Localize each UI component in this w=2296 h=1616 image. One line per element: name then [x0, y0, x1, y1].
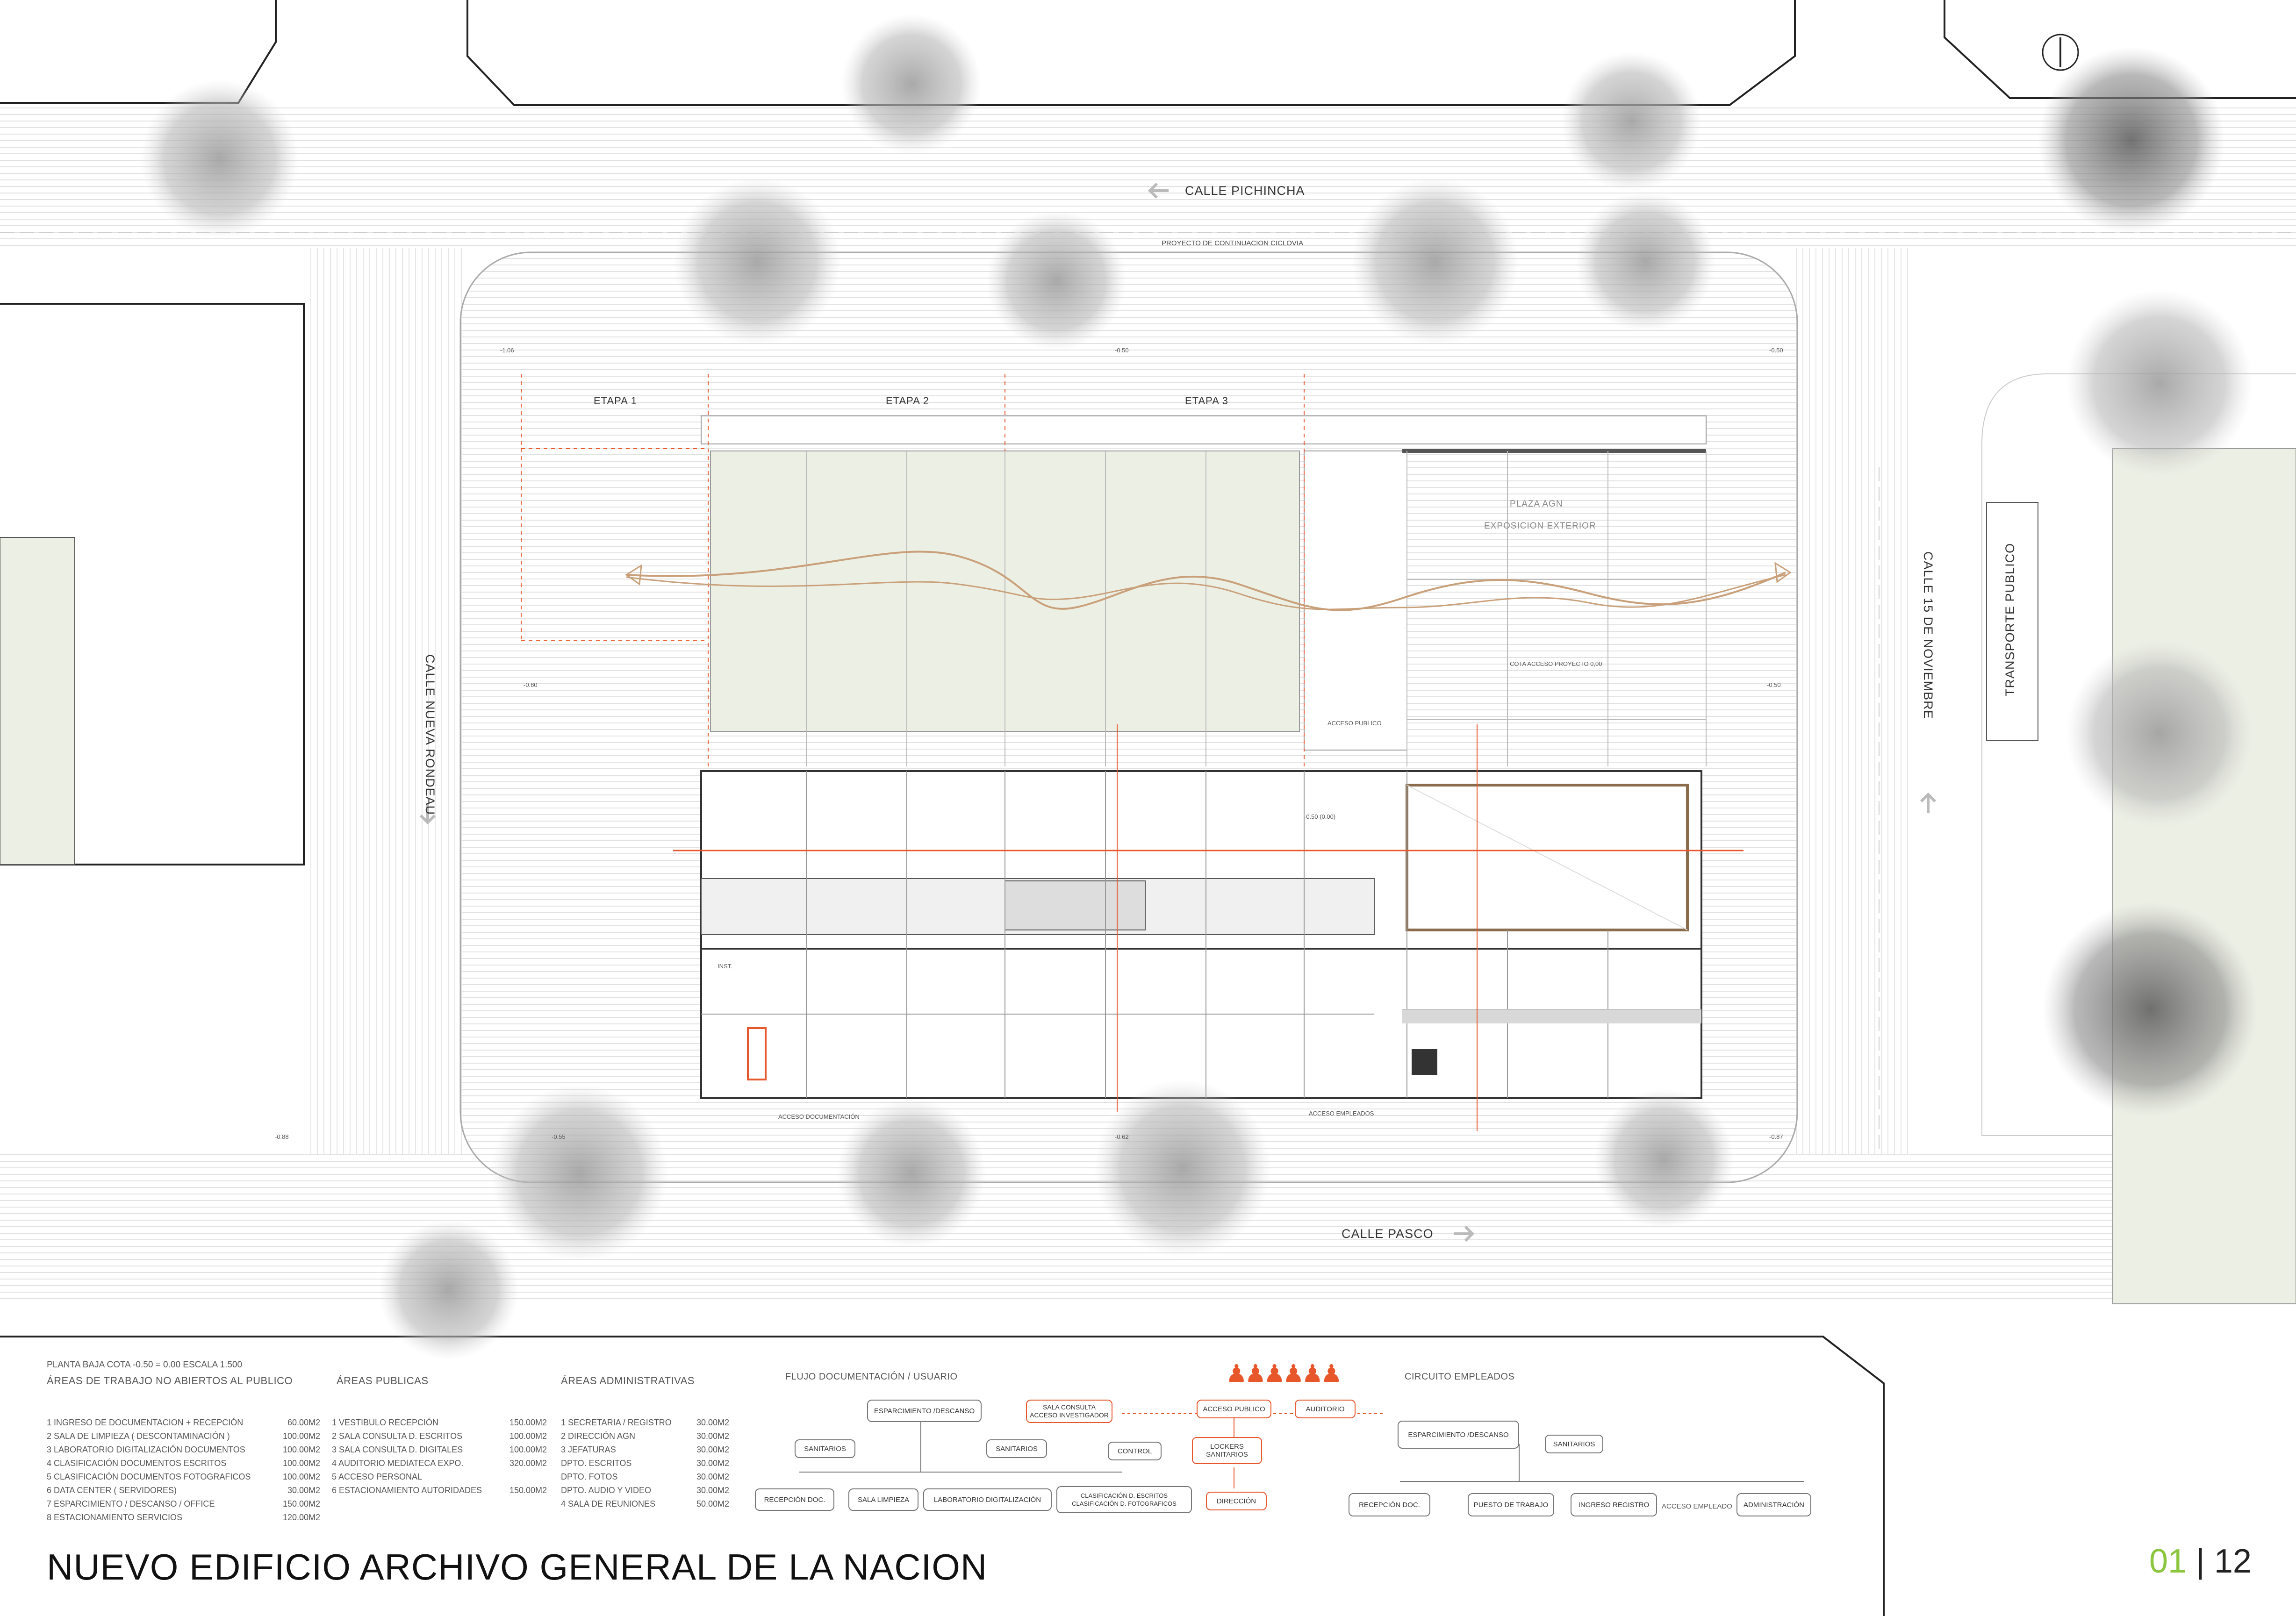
legend-item-label: 4 SALA DE REUNIONES	[561, 1499, 656, 1509]
legend-item-area: 30.00M2	[696, 1486, 729, 1495]
legend-item	[332, 1457, 547, 1470]
emp-ingreso: INGRESO REGISTRO	[1571, 1493, 1657, 1516]
legend-item-area: 30.00M2	[696, 1472, 729, 1481]
legend-item-label: 8 ESTACIONAMIENTO SERVICIOS	[47, 1513, 183, 1522]
legend-item	[561, 1484, 729, 1497]
emp-acceso: ACCESO EMPLEADO	[1662, 1502, 1732, 1510]
legend-item-area: 30.00M2	[696, 1418, 729, 1427]
legend-item	[561, 1430, 729, 1443]
flow-lockers: LOCKERS SANITARIOS	[1192, 1437, 1262, 1464]
flow-lines	[799, 1411, 1804, 1488]
street-east	[1790, 248, 1912, 1154]
legend-item-area: 30.00M2	[696, 1445, 729, 1454]
legend-item	[561, 1457, 729, 1470]
work-areas-title: ÁREAS DE TRABAJO NO ABIERTOS AL PUBLICO	[47, 1375, 293, 1387]
green-east	[2113, 449, 2296, 1304]
legend-item-area: 100.00M2	[282, 1459, 320, 1468]
legend-item	[332, 1470, 547, 1484]
page-total: 12	[2214, 1543, 2252, 1580]
level-mark: -0.50	[1767, 681, 1781, 688]
plaza-title: PLAZA AGN	[1510, 499, 1563, 509]
flow-limpieza: SALA LIMPIEZA	[848, 1488, 918, 1511]
level-mark: -0.87	[1769, 1133, 1783, 1140]
stage-2: ETAPA 2	[886, 395, 930, 407]
emp-administracion: ADMINISTRACIÓN	[1736, 1493, 1811, 1516]
flow-laboratorio: LABORATORIO DIGITALIZACIÓN	[923, 1488, 1052, 1511]
access-documentation: ACCESO DOCUMENTACIÓN	[778, 1113, 860, 1120]
legend-item	[47, 1443, 320, 1457]
admin-areas-title: ÁREAS ADMINISTRATIVAS	[561, 1375, 695, 1387]
flow-control: CONTROL	[1108, 1442, 1162, 1460]
legend-item-label: 5 CLASIFICACIÓN DOCUMENTOS FOTOGRAFICOS	[47, 1472, 251, 1481]
legend-item-area: 150.00M2	[282, 1499, 320, 1509]
legend-item-area: 30.00M2	[696, 1459, 729, 1468]
legend-item-label: 3 SALA CONSULTA D. DIGITALES	[332, 1445, 463, 1454]
street-north	[0, 107, 2296, 248]
plaza-subtitle: EXPOSICION EXTERIOR	[1484, 521, 1596, 531]
legend-item	[47, 1457, 320, 1470]
legend-item-area: 50.00M2	[696, 1499, 729, 1509]
work-areas-list	[47, 1416, 320, 1524]
legend-item-area: 100.00M2	[282, 1445, 320, 1454]
legend-item-label: DPTO. AUDIO Y VIDEO	[561, 1486, 652, 1495]
emp-puesto: PUESTO DE TRABAJO	[1468, 1493, 1554, 1516]
legend-item-label: 4 AUDITORIO MEDIATECA EXPO.	[332, 1459, 464, 1468]
level-mark: -0.55	[552, 1133, 566, 1140]
legend-item	[47, 1470, 320, 1484]
legend-item-area: 30.00M2	[287, 1486, 320, 1495]
legend-item	[332, 1430, 547, 1443]
street-label-south: CALLE PASCO	[1342, 1227, 1434, 1241]
legend-item-label: 2 SALA DE LIMPIEZA ( DESCONTAMINACIÓN )	[47, 1431, 230, 1441]
flow-auditorio: AUDITORIO	[1295, 1400, 1356, 1418]
legend-item	[47, 1484, 320, 1497]
legend-item-area: 100.00M2	[282, 1431, 320, 1441]
admin-areas-list	[561, 1416, 729, 1511]
legend-item	[47, 1511, 320, 1524]
street-label-transport: TRANSPORTE PUBLICO	[2003, 543, 2017, 696]
legend-item-area: 100.00M2	[509, 1431, 547, 1441]
legend-item-label: 2 SALA CONSULTA D. ESCRITOS	[332, 1431, 463, 1441]
legend-item-label: 3 LABORATORIO DIGITALIZACIÓN DOCUMENTOS	[47, 1445, 245, 1454]
legend-item	[47, 1430, 320, 1443]
legend-item-label: 1 SECRETARIA / REGISTRO	[561, 1418, 672, 1427]
green-west	[0, 537, 75, 865]
page-separator: |	[2196, 1543, 2205, 1580]
legend-item-area: 100.00M2	[282, 1472, 320, 1481]
stage-1: ETAPA 1	[594, 395, 638, 407]
page-title: NUEVO EDIFICIO ARCHIVO GENERAL DE LA NACION	[47, 1546, 988, 1587]
level-mark: -0.50	[1115, 347, 1129, 354]
level-mark: -0.88	[275, 1133, 289, 1140]
legend-item	[47, 1416, 320, 1430]
legend-item	[561, 1443, 729, 1457]
legend-item	[332, 1443, 547, 1457]
street-label-west: CALLE NUEVA RONDEAU	[423, 654, 437, 815]
legend-header: PLANTA BAJA COTA -0.50 = 0.00 ESCALA 1.500	[47, 1360, 243, 1370]
page-current: 01	[2149, 1543, 2187, 1580]
legend-item-label: DPTO. FOTOS	[561, 1472, 618, 1481]
flow-direccion: DIRECCIÓN	[1206, 1492, 1267, 1510]
legend-item-area: 60.00M2	[287, 1418, 320, 1427]
legend-item-area: 150.00M2	[509, 1418, 547, 1427]
flow-sanitarios-mid: SANITARIOS	[986, 1439, 1047, 1458]
public-areas-list	[332, 1416, 547, 1497]
street-label-north: CALLE PICHINCHA	[1185, 184, 1305, 198]
legend-item-label: 1 INGRESO DE DOCUMENTACION + RECEPCIÓN	[47, 1418, 244, 1427]
flow-clasificacion: CLASIFICACIÓN D. ESCRITOS CLASIFICACIÓN D. FOTOGRAFICOS	[1056, 1486, 1192, 1513]
flow-esparcimiento: ESPARCIMIENTO /DESCANSO	[867, 1400, 982, 1422]
legend-item-area: 150.00M2	[509, 1486, 547, 1495]
flow-acceso-publico: ACCESO PUBLICO	[1197, 1400, 1271, 1418]
accessible-symbol	[1412, 1049, 1437, 1075]
access-employees: ACCESO EMPLEADOS	[1309, 1110, 1374, 1117]
legend-item	[332, 1416, 547, 1430]
flow-sala-consulta: SALA CONSULTA ACCESO INVESTIGADOR	[1026, 1400, 1112, 1423]
legend-item-label: 3 JEFATURAS	[561, 1445, 616, 1454]
legend-item	[561, 1497, 729, 1511]
emp-recepcion: RECEPCIÓN DOC.	[1349, 1493, 1430, 1516]
legend-item	[561, 1416, 729, 1430]
level-mark: -1.06	[500, 347, 514, 354]
level-mark: -0.50 (0.00)	[1304, 813, 1336, 820]
access-public: ACCESO PUBLICO	[1327, 720, 1382, 727]
cycle-note: PROYECTO DE CONTINUACION CICLOVIA	[1162, 239, 1304, 247]
flow-doc-title: FLUJO DOCUMENTACIÓN / USUARIO	[785, 1372, 958, 1382]
legend-item	[47, 1497, 320, 1511]
level-mark: -0.50	[1769, 347, 1783, 354]
flow-emp-title: CIRCUITO EMPLEADOS	[1405, 1372, 1515, 1382]
plaza-cota: COTA ACCESO PROYECTO 0,00	[1510, 660, 1602, 667]
level-mark: -0.80	[524, 681, 538, 688]
legend-item-area: 30.00M2	[696, 1431, 729, 1441]
legend-item-label: 4 CLASIFICACIÓN DOCUMENTOS ESCRITOS	[47, 1459, 227, 1468]
public-people-icon: ♟♟♟♟♟♟	[1226, 1360, 1340, 1387]
legend-item-area: 320.00M2	[509, 1459, 547, 1468]
legend-item	[561, 1470, 729, 1484]
page-number	[2149, 1542, 2252, 1580]
flow-sanitarios-left: SANITARIOS	[795, 1439, 855, 1458]
stage-3: ETAPA 3	[1185, 395, 1229, 407]
legend-item-label: 1 VESTIBULO RECEPCIÓN	[332, 1418, 439, 1427]
legend-item-label: 7 ESPARCIMIENTO / DESCANSO / OFFICE	[47, 1499, 215, 1509]
legend-item-label: 5 ACCESO PERSONAL	[332, 1472, 423, 1481]
legend-item-label: DPTO. ESCRITOS	[561, 1459, 632, 1468]
inst-label: INST.	[718, 963, 732, 970]
legend-item-label: 6 DATA CENTER ( SERVIDORES)	[47, 1486, 177, 1495]
legend-item-area: 120.00M2	[282, 1513, 320, 1522]
legend-item	[332, 1484, 547, 1497]
flow-recepcion: RECEPCIÓN DOC.	[755, 1488, 834, 1511]
legend-item-label: 2 DIRECCIÓN AGN	[561, 1431, 636, 1441]
legend-item-area: 100.00M2	[509, 1445, 547, 1454]
legend-item-label: 6 ESTACIONAMIENTO AUTORIDADES	[332, 1486, 482, 1495]
street-west	[309, 248, 463, 1154]
emp-sanitarios: SANITARIOS	[1545, 1435, 1603, 1453]
level-mark: -0.62	[1115, 1133, 1129, 1140]
public-areas-title: ÁREAS PUBLICAS	[337, 1375, 429, 1387]
emp-esparcimiento: ESPARCIMIENTO /DESCANSO	[1398, 1421, 1519, 1449]
street-label-east: CALLE 15 DE NOVIEMBRE	[1921, 551, 1935, 719]
